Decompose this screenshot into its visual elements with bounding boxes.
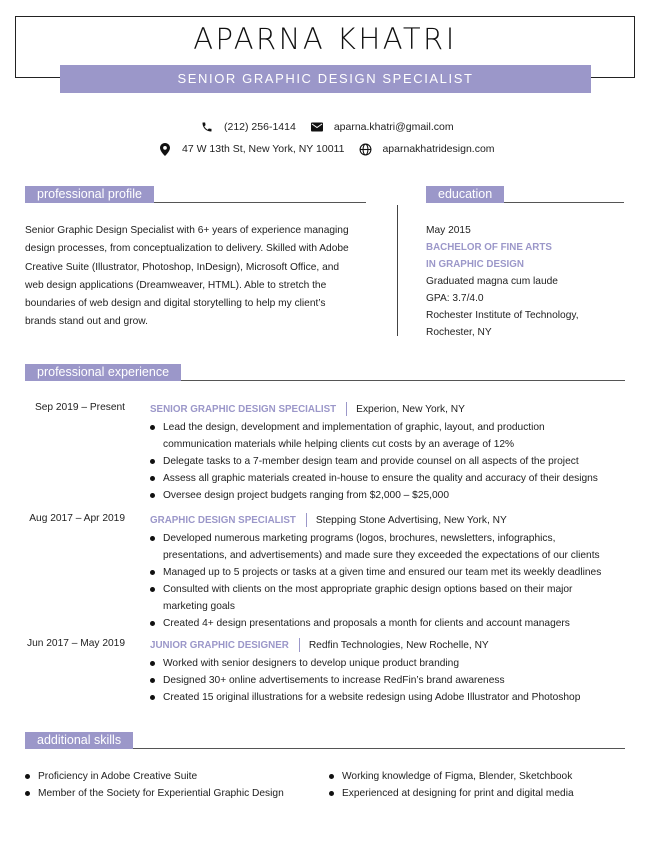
job-role: JUNIOR GRAPHIC DESIGNER xyxy=(150,639,289,651)
list-item: Managed up to 5 projects or tasks at a given time and ensured our team met its weekly deadlines xyxy=(163,564,623,581)
contact-row-2 xyxy=(158,142,509,156)
job-bullets xyxy=(163,655,623,706)
job-company: Experion, xyxy=(356,403,400,415)
profile-section-header xyxy=(25,186,366,203)
skill-item: Member of the Society for Experiential Graphic Design xyxy=(38,785,284,802)
phone-number[interactable]: (212) 256-1414 xyxy=(224,121,296,133)
list-item: Developed numerous marketing programs (logos, brochures, newsletters, infographics, presentations, and advertisements) and made sure they exceeded the expectations of our clients xyxy=(163,530,623,564)
skills-list-right xyxy=(342,768,574,802)
globe-icon xyxy=(358,142,372,156)
section-title: education xyxy=(426,186,504,203)
job-company: Redfin Technologies, xyxy=(308,639,404,651)
job-heading xyxy=(150,638,489,652)
list-item: Assess all graphic materials created in-house to ensure the quality and accuracy of their designs xyxy=(163,470,623,487)
list-item: Created 15 original illustrations for a website redesign using Adobe Illustrator and Photoshop xyxy=(163,689,623,706)
education-entry xyxy=(426,222,579,341)
profile-summary xyxy=(25,222,385,332)
profile-line: design processes, from conceptualization to delivery. Skilled with Adobe xyxy=(25,243,349,255)
skill-item: Working knowledge of Figma, Blender, Sketchbook xyxy=(342,768,574,785)
heading-separator xyxy=(346,402,347,416)
skill-item: Proficiency in Adobe Creative Suite xyxy=(38,768,284,785)
education-section-header xyxy=(426,186,624,203)
list-item: Lead the design, development and implementation of graphic, layout, and production communication materials while helping clients cut costs by an average of 12% xyxy=(163,419,623,453)
list-item: Worked with senior designers to develop unique product branding xyxy=(163,655,623,672)
job-role: GRAPHIC DESIGN SPECIALIST xyxy=(150,514,296,526)
school-location: Rochester, NY xyxy=(426,327,492,338)
candidate-name: APARNA KHATRI xyxy=(193,22,457,56)
list-item: Delegate tasks to a 7-member design team and provide counsel on all aspects of the project xyxy=(163,453,623,470)
degree-line: BACHELOR OF FINE ARTS xyxy=(426,242,552,253)
job-bullets xyxy=(163,530,623,632)
envelope-icon xyxy=(310,120,324,134)
website-url[interactable]: aparnakhatridesign.com xyxy=(382,143,495,155)
job-heading xyxy=(150,513,507,527)
profile-line: Senior Graphic Design Specialist with 6+ years of experience managing xyxy=(25,225,349,236)
location-pin-icon xyxy=(158,142,172,156)
experience-section-header xyxy=(25,364,625,381)
job-dates: Jun 2017 – May 2019 xyxy=(27,638,125,649)
website-item xyxy=(358,142,494,156)
street-address: 47 W 13th St, New York, NY 10011 xyxy=(182,143,345,155)
degree-line: IN GRAPHIC DESIGN xyxy=(426,259,524,270)
job-location: New York, NY xyxy=(443,514,507,526)
list-item: Oversee design project budgets ranging from $2,000 – $25,000 xyxy=(163,487,623,504)
email-item xyxy=(310,120,454,134)
job-dates: Aug 2017 – Apr 2019 xyxy=(29,513,125,524)
job-dates: Sep 2019 – Present xyxy=(34,402,125,413)
heading-separator xyxy=(306,513,307,527)
section-title: professional profile xyxy=(25,186,154,203)
profile-line: brands stand out and grow. xyxy=(25,316,148,328)
job-company: Stepping Stone Advertising, xyxy=(315,514,442,526)
job-location: New Rochelle, NY xyxy=(406,639,489,651)
contact-row-1 xyxy=(200,120,468,134)
column-divider xyxy=(397,205,398,336)
phone-icon xyxy=(200,120,214,134)
profile-line: Creative Suite (Illustrator, Photoshop, InDesign), Microsoft Office, and xyxy=(25,261,340,273)
job-role: SENIOR GRAPHIC DESIGN SPECIALIST xyxy=(150,403,337,415)
education-gpa: GPA: 3.7/4.0 xyxy=(426,293,484,304)
profile-line: web design applications (Dreamweaver, HTML). Able to stretch the xyxy=(25,279,327,291)
list-item: Designed 30+ online advertisements to increase RedFin’s brand awareness xyxy=(163,672,623,689)
section-title: professional experience xyxy=(25,364,181,381)
profile-line: boundaries of web design and digital storytelling to help my client’s xyxy=(25,298,326,310)
education-honors: Graduated magna cum laude xyxy=(426,276,558,287)
skills-section-header xyxy=(25,732,625,749)
job-bullets xyxy=(163,419,623,504)
section-title: additional skills xyxy=(25,732,133,749)
education-date: May 2015 xyxy=(426,225,471,236)
job-heading xyxy=(150,402,465,416)
address-item xyxy=(158,142,344,156)
skills-list-left xyxy=(38,768,284,802)
school-name: Rochester Institute of Technology, xyxy=(426,310,579,321)
skill-item: Experienced at designing for print and digital media xyxy=(342,785,574,802)
job-title-banner: SENIOR GRAPHIC DESIGN SPECIALIST xyxy=(60,65,591,93)
list-item: Consulted with clients on the most appropriate graphic design options based on their major marketing goals xyxy=(163,581,623,615)
phone-item xyxy=(200,120,296,134)
list-item: Created 4+ design presentations and proposals a month for clients and account managers xyxy=(163,615,623,632)
email-address[interactable]: aparna.khatri@gmail.com xyxy=(333,121,454,133)
job-location: New York, NY xyxy=(402,403,465,415)
heading-separator xyxy=(299,638,300,652)
